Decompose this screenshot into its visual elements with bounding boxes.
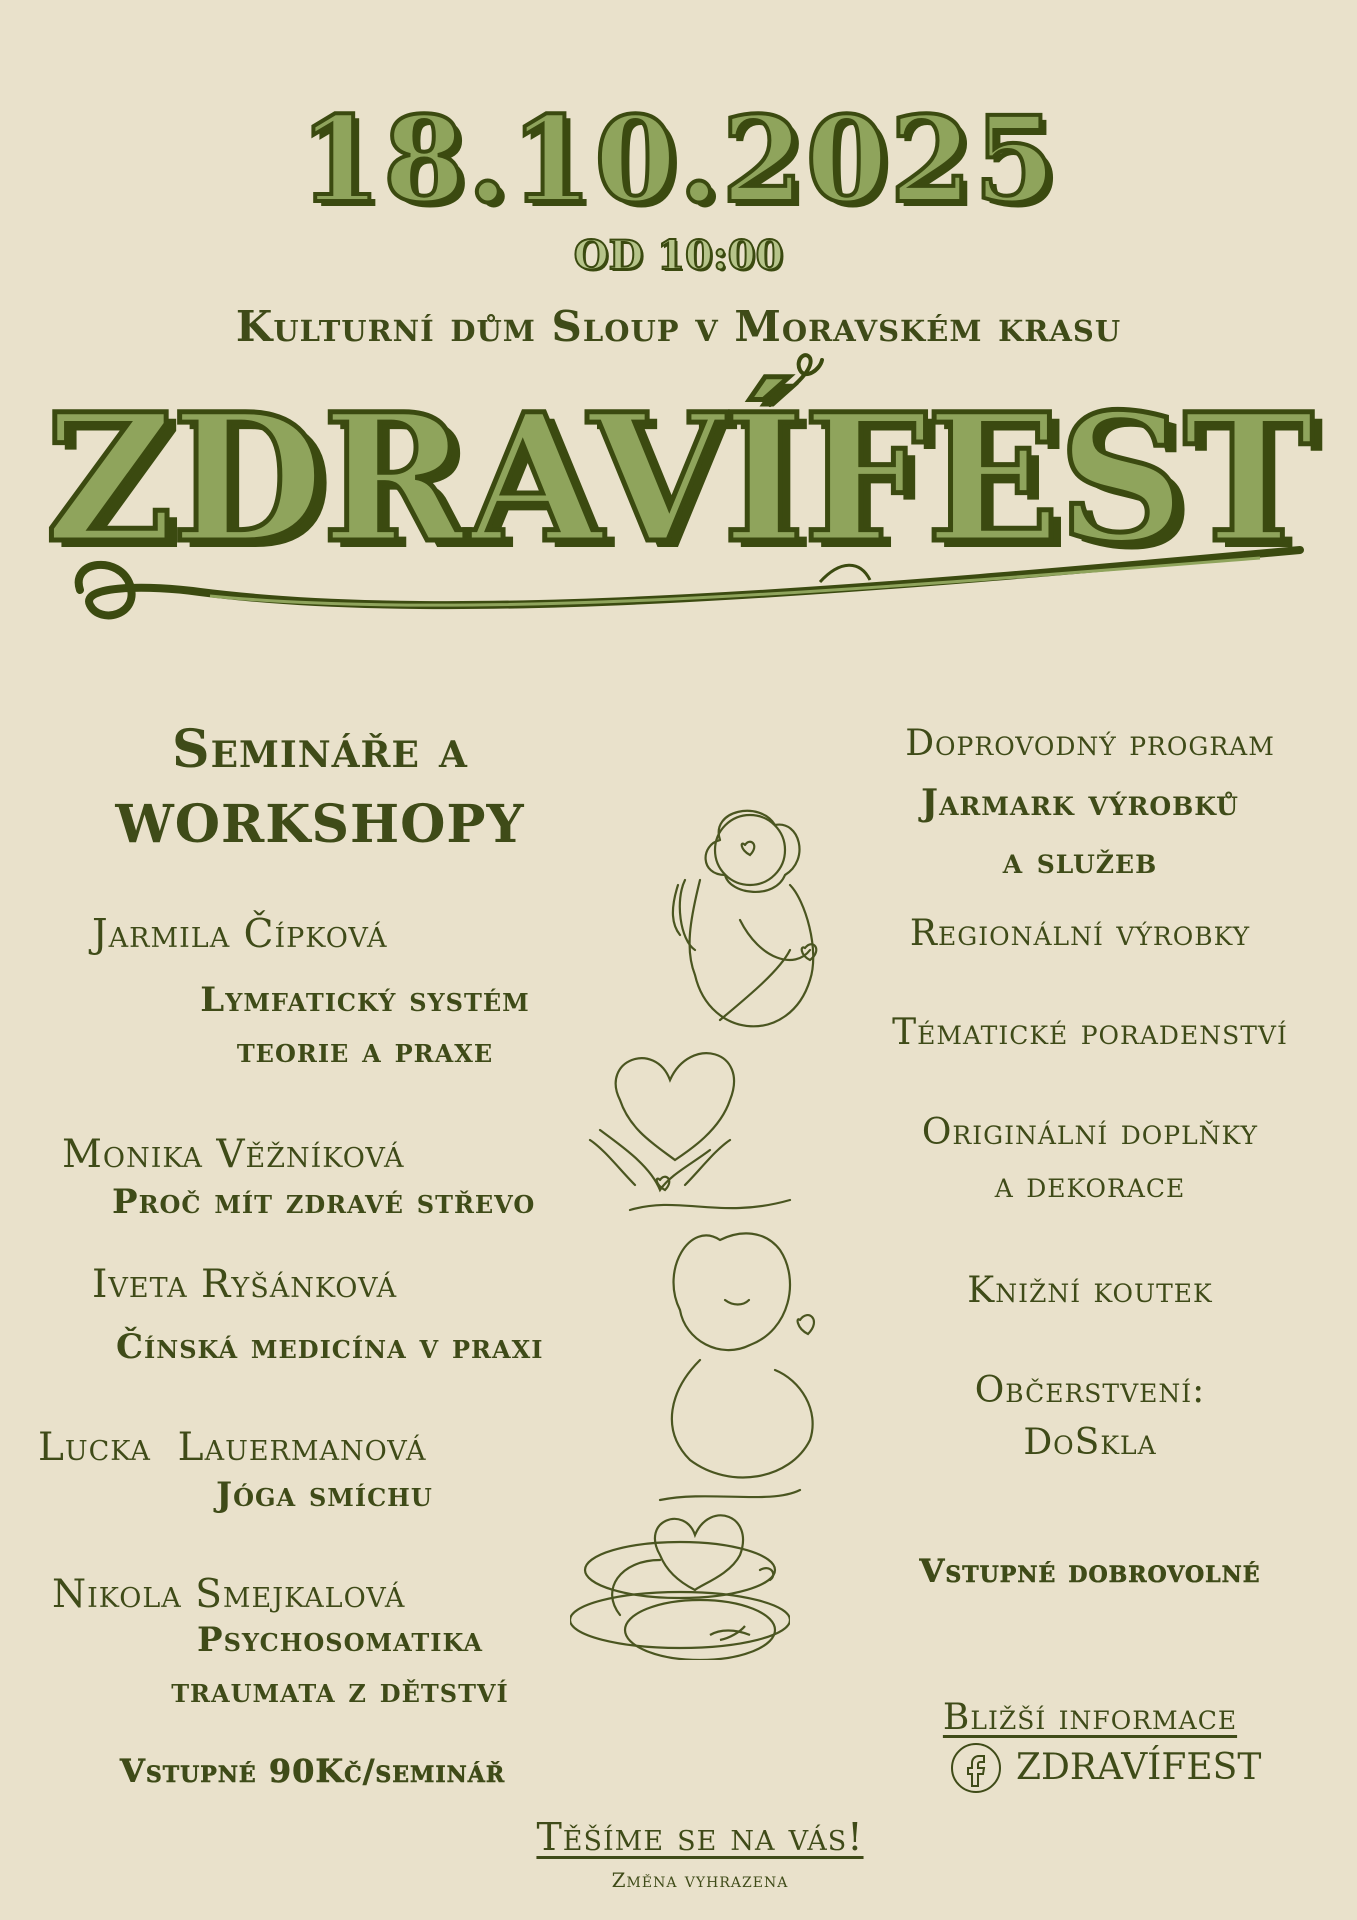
- seminar-topic: [140, 975, 590, 1077]
- wellness-line-art-illustration: [560, 800, 860, 1660]
- event-title: ZDRAVÍFEST: [44, 375, 1313, 582]
- fair-heading: [840, 775, 1320, 890]
- fair-line: a služeb: [1002, 839, 1158, 882]
- topic-line: teorie a praxe: [236, 1031, 494, 1071]
- program-item: Originální doplňky: [921, 1112, 1259, 1153]
- seminar-topic: Jóga smíchu: [216, 1475, 433, 1515]
- seminars-title: [60, 712, 580, 863]
- fair-line: Jarmark výrobků: [921, 782, 1239, 824]
- program-item: a dekorace: [994, 1165, 1186, 1206]
- seminar-topic: [110, 1615, 570, 1717]
- footer-greeting: Těšíme se na vás!: [536, 1815, 864, 1859]
- program-item: DoSkla: [1023, 1422, 1157, 1463]
- topic-line: traumata z dětství: [171, 1671, 509, 1711]
- accent-loop-decoration: [760, 350, 830, 410]
- event-time: OD 10:00: [573, 232, 784, 279]
- speaker-name: Lucka Lauermanová: [38, 1425, 427, 1470]
- program-item: Regionální výrobky: [909, 913, 1251, 954]
- facebook-page-name: ZDRAVÍFEST: [1016, 1747, 1262, 1788]
- entry-price: Vstupné dobrovolné: [919, 1552, 1261, 1590]
- footer-note: Změna vyhrazena: [611, 1868, 789, 1892]
- facebook-row[interactable]: [950, 1742, 1261, 1794]
- facebook-icon: [950, 1742, 1002, 1794]
- seminar-topic: Čínská medicína v praxi: [116, 1327, 544, 1367]
- event-venue: Kulturní dům Sloup v Moravském krasu: [235, 302, 1122, 351]
- seminar-price: Vstupné 90Kč/seminář: [120, 1752, 506, 1790]
- speaker-name: Iveta Ryšánková: [92, 1262, 398, 1307]
- topic-line: Lymfatický systém: [200, 980, 530, 1020]
- speaker-name: Monika Věžníková: [62, 1132, 405, 1177]
- program-item: Občerstvení:: [974, 1370, 1206, 1411]
- more-info-link[interactable]: Bližší informace: [942, 1697, 1238, 1738]
- topic-line: Psychosomatika: [197, 1620, 483, 1660]
- seminar-topic: Proč mít zdravé střevo: [112, 1182, 536, 1222]
- speaker-name: Jarmila Čípková: [92, 912, 388, 957]
- program-item: Tématické poradenství: [892, 1012, 1288, 1053]
- program-item: Knižní koutek: [967, 1270, 1213, 1311]
- program-title: Doprovodný program: [905, 723, 1275, 764]
- speaker-name: Nikola Smejkalová: [52, 1572, 406, 1617]
- seminars-title-line1: Semináře a: [172, 719, 468, 780]
- title-swoosh-decoration: [60, 530, 1310, 640]
- seminars-title-line2: WORKSHOPY: [115, 794, 525, 856]
- stones-base-illustration: [570, 1540, 790, 1660]
- event-date: 18.10.2025: [299, 90, 1058, 229]
